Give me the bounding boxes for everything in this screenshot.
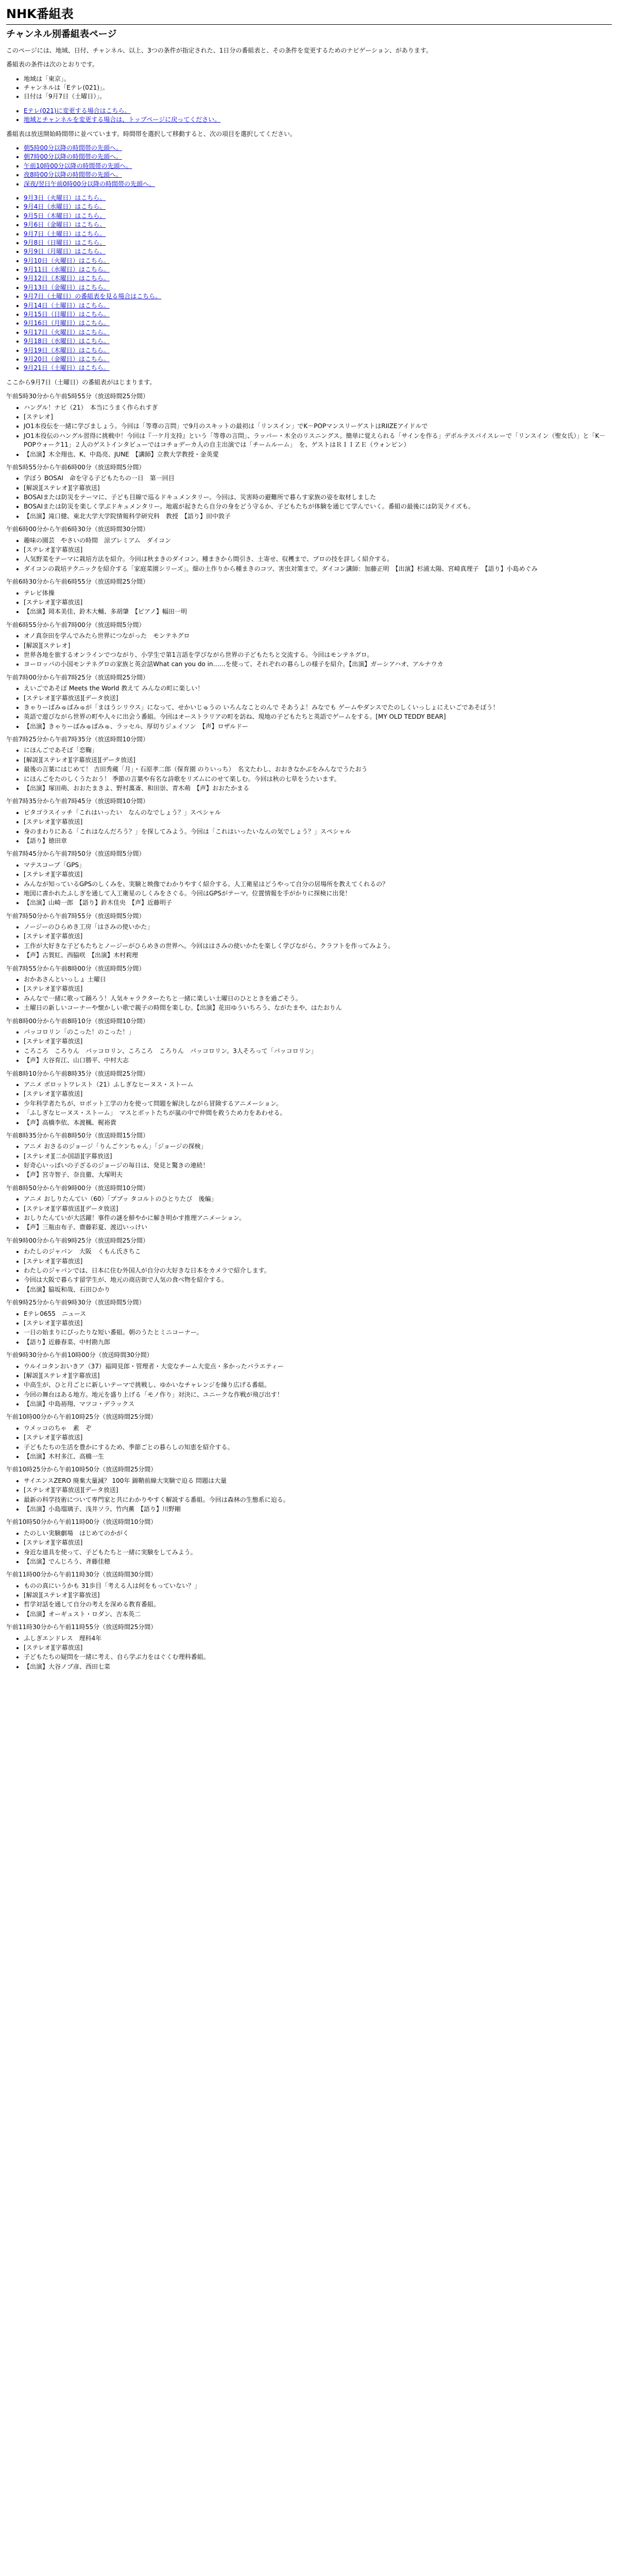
program-detail: • [ステレオ][字幕放送] (24, 546, 612, 554)
program-block (6, 1184, 612, 1232)
date-list-item (24, 319, 612, 328)
program-details (6, 536, 612, 574)
date-link[interactable]: 9月17日（火曜日）はこちら。 (24, 328, 110, 336)
program-title: • ふしぎエンドレス 理科4年 (24, 1634, 612, 1643)
program-detail: • [解説][ステレオ] (24, 641, 612, 650)
date-list-item (24, 221, 612, 229)
program-block (6, 912, 612, 960)
program-time: 午前9時00分から午前9時25分（放送時間25分間） (6, 1236, 149, 1244)
program-time: 午前7時35分から午前7時45分（放送時間10分間） (6, 798, 149, 805)
program-time: 午前8時00分から午前8時10分（放送時間10分間） (6, 1017, 149, 1025)
program-block (6, 1017, 612, 1065)
program-time: 午前8時10分から午前8時35分（放送時間25分間） (6, 1070, 149, 1077)
program-details (6, 923, 612, 960)
program-details (6, 1477, 612, 1514)
schedule-intro: ここから9月7日（土曜日）の番組表がはじまります。 (6, 378, 156, 386)
program-detail: • 【出演】中島裕翔、マツコ・デラックス (24, 1400, 612, 1409)
program-detail: • ヨーロッパの小国モンテネグロの家族と英会話What can you do in……を使って、それぞれの暮らしの様子を紹介。【出演】ガーシアハオ、アルナウカ (24, 660, 612, 669)
program-title: • わたしのジャパン 大阪 くもん氏さちこ (24, 1247, 612, 1256)
time-link-am10[interactable]: 午前10時00分以降の時間帯の先頭へ。 (24, 162, 132, 170)
program-detail: • 【出演】でんじろう、斉藤佳穂 (24, 1557, 612, 1566)
date-link[interactable]: 9月15日（日曜日）はこちら。 (24, 311, 110, 318)
change-links (6, 107, 612, 125)
program-title: • 趣味の園芸 やさいの時間 涼ブレミアム ダイコン (24, 536, 612, 545)
date-link[interactable]: 9月18日（水曜日）はこちら。 (24, 337, 110, 345)
program-detail: • BOSAIまたは防災を楽しく学ぶドキュメンタリー。地震が起きたら自分の身をどう守るか、子どもたちが体験を通じて学んでいく。番組の最後には防災クイズも。 (24, 502, 612, 511)
program-block (6, 1131, 612, 1180)
program-details (6, 1028, 612, 1065)
program-detail: • [ステレオ][字幕放送] (24, 932, 612, 941)
program-detail: • 【声】大谷育江、山口勝平、中村大志 (24, 1056, 612, 1065)
program-detail: • 身のまわりにある「これはなんだろう？」を探してみよう。今回は「これはいったいなんの気でしょう？」スペシャル (24, 827, 612, 836)
program-detail: • BOSAIまたは防災をテーマに、子ども目線で巡るドキュメンタリー。今回は、災害時の避難所で暮らす家族の姿を取材しました (24, 493, 612, 502)
program-detail: • 【出演】小島瑠璃子、浅井ソラ、竹内薫 【語り】川野剛 (24, 1505, 612, 1514)
program-details (6, 1195, 612, 1232)
program-detail: • みんなが知っているGPSのしくみを、実験と映像でわかりやすく紹介する。人工衛星はどうやって自分の居場所を教えてくれるの？ (24, 880, 612, 889)
page-title: NHK番組表 (6, 5, 612, 25)
program-detail: • 【出演】木全翔也、K、中島亮、JUNE 【講師】立教大学教授・金英愛 (24, 450, 612, 459)
date-list-item (24, 212, 612, 221)
program-detail: • [ステレオ][字幕放送] (24, 985, 612, 993)
program-time: 午前9時30分から午前10時00分（放送時間30分間） (6, 1351, 153, 1359)
program-time: 午前7時55分から午前8時00分（放送時間5分間） (6, 964, 145, 972)
program-time: 午前5時55分から午前6時00分（放送時間5分間） (6, 463, 145, 471)
program-detail: • 【語り】近藤春菜、中村勘九郎 (24, 1338, 612, 1347)
program-detail: • [ステレオ][字幕放送] (24, 1257, 612, 1266)
program-title: • サイエンスZERO 廃棄大量減？ 100年 錦鞘前線大実験で迫る 問題は大量 (24, 1477, 612, 1485)
date-link[interactable]: 9月5日（木曜日）はこちら。 (24, 212, 106, 219)
program-block (6, 392, 612, 459)
program-time: 午前10時00分から午前10時25分（放送時間25分間） (6, 1413, 157, 1421)
program-time: 午前6時30分から午前6時55分（放送時間25分間） (6, 578, 149, 586)
program-block (6, 1298, 612, 1347)
date-list-item (24, 194, 612, 202)
program-block (6, 735, 612, 793)
program-detail: • 今回の舞台はある地方。地元を盛り上げる「モノ作り」対決に、ユニークな作戦が飛び出す！ (24, 1391, 612, 1399)
program-detail: • 「ふしぎなヒーヌス・ストーム」 マスとボットたちが嵐の中で仲間を救うため力をあわせる。 (24, 1109, 612, 1117)
date-link[interactable]: 9月7日（土曜日）の番組表を見る場合はこちら。 (24, 293, 162, 300)
program-detail: • にほんごをたのしくうたおう！ 季節の言葉や有名な詩歌をリズムにのせて楽しむ。今回は秋の七草をうたいます。 (24, 775, 612, 784)
program-detail: • 【出演】大谷ノブ彦、西田七菜 (24, 1663, 612, 1671)
program-title: • オノ真奈田を学んでみたら世界につながった モンテネグロ (24, 632, 612, 640)
date-list-item (24, 283, 612, 292)
date-list-item (24, 239, 612, 247)
program-detail: • [ステレオ][字幕放送] (24, 1090, 612, 1098)
date-link[interactable]: 9月16日（月曜日）はこちら。 (24, 319, 110, 327)
program-detail: • わたしのジャパンでは、日本に住む外国人が自分の大好きな日本をカメラで紹介します。 (24, 1266, 612, 1275)
time-link-pm8[interactable]: 夜8時00分以降の時間帯の先頭へ。 (24, 171, 122, 179)
program-details (6, 403, 612, 459)
program-title: • ものの真にいうかも 31歩目「考える人は何をもっていない？」 (24, 1582, 612, 1590)
program-block (6, 1623, 612, 1671)
program-time: 午前7時50分から午前7時55分（放送時間5分間） (6, 912, 145, 920)
program-details (6, 1080, 612, 1127)
program-detail: • JO1本役伝を一緒に学びましょう。今回は「等尊の言問」で9月のスキットの最初は「リンスイン」でK－POPマンスリーゲストはRIIZEアイドルで (24, 422, 612, 431)
program-detail: • 今回は大阪で暮らす留学生が、地元の商店街で人気の食べ物を紹介する。 (24, 1276, 612, 1284)
condition-item: • 地域は「東京」。 (24, 75, 612, 83)
program-time: 午前5時30分から午前5時55分（放送時間25分間） (6, 393, 149, 400)
page-subtitle: チャンネル別番組表ページ (6, 28, 117, 40)
program-detail: • [解説][ステレオ][字幕放送] (24, 1371, 612, 1380)
program-detail: • [ステレオ][字幕放送][データ放送] (24, 694, 612, 703)
program-title: • おかあさんといっしょ 土曜日 (24, 975, 612, 984)
program-time: 午前7時25分から午前7時35分（放送時間10分間） (6, 736, 149, 743)
program-detail: • 世界各地を旅するオンラインでつながり、小学生で第1言語を学びながら世界の子どもたちと交流する。今回はモンテネグロ。 (24, 651, 612, 659)
date-link[interactable]: 9月12日（木曜日）はこちら。 (24, 275, 110, 282)
program-block (6, 850, 612, 907)
program-detail: • みんなで一緒に歌って踊ろう！人気キャラクターたちと一緒に楽しい土曜日のひとときを過ごそう。 (24, 994, 612, 1003)
condition-item: • 日付は「9月7日（土曜日）」。 (24, 92, 612, 101)
program-detail: • 子どもたちの生活を豊かにするため、季節ごとの暮らしの知恵を紹介する。 (24, 1443, 612, 1452)
program-detail: • 中高生が、ひと月ごとに新しいテーマで挑戦し、ゆかいなチャレンジを繰り広げる番組。 (24, 1381, 612, 1389)
program-details (6, 474, 612, 521)
program-details (6, 684, 612, 731)
program-detail: • 人気野菜をテーマに栽培方法を紹介。今回は秋まきのダイコン。種まきから間引き、土寄せ、収穫まで、プロの技を詳しく紹介する。 (24, 555, 612, 564)
program-block (6, 1070, 612, 1127)
date-list-item (24, 202, 612, 211)
program-detail: • 【出演】木村多江、高橋一生 (24, 1452, 612, 1461)
program-block (6, 1236, 612, 1294)
program-title: • パッコロリン「のこった！のこった！」 (24, 1028, 612, 1037)
program-block (6, 1465, 612, 1514)
program-detail: • 【出演】滝口健、東北大学大学院情報科学研究科 教授 【語り】田中敦子 (24, 512, 612, 521)
date-list-item (24, 310, 612, 319)
program-detail: • JO1本役伝のハングル習得に挑戦中！今回は『一ケ月支持』という「等尊の言問」、ラッパー・木全のリスニングス。簡単に覚えられる「サインを作る」デポルテスパイスレーで「リンスイン（聖女氏）」と「K－POPウォーク11」２人のゲストインタビューではコチョデーカ人の自主出演では「チームルーム」 を、ゲストはＲＩＩＺＥ（ウォンビン） (24, 432, 612, 450)
date-list-item (24, 364, 612, 372)
program-time: 午前10時25分から午前10時50分（放送時間25分間） (6, 1466, 157, 1473)
date-link[interactable]: 9月7日（土曜日）はこちら。 (24, 230, 106, 238)
program-title: • アニメ おしりたんてい（60）「ププッ タコルトのひとりたび 後編」 (24, 1195, 612, 1204)
program-block (6, 525, 612, 573)
program-detail: • [ステレオ][字幕放送] (24, 1037, 612, 1046)
program-time: 午前11時00分から午前11時30分（放送時間30分間） (6, 1571, 157, 1579)
date-link[interactable]: 9月4日（水曜日）はこちら。 (24, 203, 106, 211)
program-title: • テレビ体操 (24, 589, 612, 598)
program-title: • ウルイコタンおいきア（37）福岡見郎・管理者・大変なチーム大変点・多かったバラエティー (24, 1362, 612, 1371)
date-list-item (24, 257, 612, 265)
time-link-midnight[interactable]: 深夜/翌日午前0時00分以降の時間帯の先頭へ。 (24, 180, 155, 188)
program-time: 午前7時45分から午前7時50分（放送時間5分間） (6, 850, 145, 858)
program-block (6, 1351, 612, 1409)
time-link-morning7[interactable]: 朝7時00分以降の時間帯の先頭へ。 (24, 153, 122, 161)
program-detail: • 地図に書かれたふしぎを通して人工衛星のしくみをさぐる。今回はGPSがテーマ。位置情報を手がかりに探検に出発！ (24, 889, 612, 898)
date-link[interactable]: 9月14日（土曜日）はこちら。 (24, 301, 110, 309)
program-detail: • [ステレオ][字幕放送][データ放送] (24, 1486, 612, 1495)
program-detail: • 工作が大好きな子どもたちとノージーがひらめきの世界へ。今回ははさみの使いかたを楽しく学びながら、クラフトを作ってみよう。 (24, 942, 612, 951)
change-channel-link[interactable]: Eテレ(021)に変更する場合はこちら。 (24, 107, 131, 114)
program-details (6, 1247, 612, 1294)
program-time: 午前7時00分から午前7時25分（放送時間25分間） (6, 673, 149, 681)
program-title: • 学ぼう BOSAI 命を守る子どもたちの一日 第一回目 (24, 474, 612, 483)
program-detail: • [ステレオ] (24, 413, 612, 421)
program-time: 午前6時00分から午前6時30分（放送時間30分間） (6, 526, 149, 533)
program-detail: • 【声】高橋李依、本渡楓、梶裕貴 (24, 1118, 612, 1127)
date-link[interactable]: 9月9日（月曜日）はこちら。 (24, 248, 106, 256)
program-detail: • 【声】三瓶由布子、齋藤彩夏、渡辺いっけい (24, 1223, 612, 1232)
program-time: 午前10時50分から午前11時00分（放送時間10分間） (6, 1518, 157, 1526)
program-title: • ウメッコのちゃ 素 ぞ (24, 1424, 612, 1433)
program-block (6, 578, 612, 617)
program-detail: • きゃりーぱみゅぱみゅが「まほうシリウス」になって、せかいじゅうの いろんなことのんで そあうよ！みなでも ゲームやダンスでたのしくいっしょにえいごであそぼう！ (24, 703, 612, 712)
program-detail: • 【出演】オーギュスト・ロダン、吉本英二 (24, 1610, 612, 1619)
conditions-label: 番組表の条件は次のとおりです。 (6, 61, 99, 69)
program-detail: • [ステレオ][字幕放送] (24, 1433, 612, 1442)
program-detail: • 哲学対話を通して自分の考えを深める教育番組。 (24, 1600, 612, 1609)
program-detail: • [ステレオ][字幕放送] (24, 818, 612, 826)
date-list-item (24, 301, 612, 310)
program-title: • Eテレ0655 ニュース (24, 1310, 612, 1318)
program-detail: • [解説][ステレオ][字幕放送][データ放送] (24, 756, 612, 765)
date-link[interactable]: 9月8日（日曜日）はこちら。 (24, 239, 106, 246)
program-detail: • 一日の始まりにぴったりな短い番組。朝のうたとミニコーナー。 (24, 1328, 612, 1337)
program-detail: • 身近な道具を使って、子どもたちと一緒に実験をしてみよう。 (24, 1548, 612, 1557)
intro-text: このページには、地域、日付、チャンネル、以上、3つの条件が指定された、1日分の番組表と、その条件を変更するためのナビゲーション、があります。 (6, 46, 432, 54)
program-detail: • 【出演】岡本美佳、鈴木大輔、多胡肇 【ピアノ】幅田一明 (24, 607, 612, 616)
program-details (6, 1634, 612, 1672)
date-list-item (24, 247, 612, 256)
program-title: • たのしい実験劇場 はじめてのかがく (24, 1529, 612, 1538)
date-link[interactable]: 9月6日（金曜日）はこちら。 (24, 221, 106, 229)
program-details (6, 1529, 612, 1567)
program-detail: • ダイコンの栽培テクニックを紹介する「家庭菜園シリーズ」。畑の土作りから種まきのコツ、害虫対策まで。ダイコン講師：加藤正明 【出演】杉浦太陽、宮崎真理子 【語り】小島めぐみ (24, 565, 612, 573)
program-details (6, 861, 612, 908)
program-detail: • 【声】古賀紅、西脇咲 【出演】木村莉理 (24, 951, 612, 960)
program-title: • にほんごであそぼ「恋鞠」 (24, 746, 612, 755)
program-details (6, 632, 612, 669)
time-link-morning5[interactable]: 朝5時00分以降の時間帯の先頭へ。 (24, 144, 122, 152)
program-details (6, 808, 612, 846)
program-detail: • 英語で遊びながら世界の町や人々に出会う番組。今回はオーストラリアの町を訪ね、現地の子どもたちと英語でゲームをする。[MY OLD TEDDY BEAR] (24, 713, 612, 721)
program-title: • ピタゴラスイッチ「これはいったい なんのなでしょう？」スペシャル (24, 808, 612, 817)
program-detail: • 【出演】脇坂和哉、石田ひかり (24, 1285, 612, 1294)
date-link[interactable]: 9月19日（木曜日）はこちら。 (24, 346, 110, 354)
program-title: • アニメ ボロットワレスト（21）ふしぎなヒーヌス・ストーム (24, 1080, 612, 1089)
program-title: • マテスコープ「GPS」 (24, 861, 612, 870)
date-list-item (24, 346, 612, 355)
date-list-item (24, 337, 612, 346)
program-title: • アニメ おさるのジョージ「りんごケンちゃん」「ジョージの探検」 (24, 1142, 612, 1151)
program-detail: • 【語り】徳田章 (24, 837, 612, 845)
program-detail: • [ステレオ][二か国語][字幕放送] (24, 1152, 612, 1161)
program-detail: • ころころ ころりん パッコロリン、ころころ ころりん パッコロリン。3人そろって「パッコロリン」 (24, 1047, 612, 1056)
program-block (6, 1413, 612, 1461)
program-detail: • 【声】宮寺智子、奈良徹、大塚明夫 (24, 1171, 612, 1179)
program-title: • ハングル！ナビ（21） 本当にうまく作られすぎ (24, 403, 612, 412)
date-link[interactable]: 9月20日（金曜日）はこちら。 (24, 355, 110, 363)
program-block (6, 621, 612, 669)
time-nav-label: 番組表は放送開始時間帯に並べています。時間帯を選択して移動すると、次の項目を選択してください。 (6, 130, 297, 138)
program-detail: • おしりたんていが大活躍！事件の謎を鮮やかに解き明かす推理アニメーション。 (24, 1214, 612, 1223)
program-block (6, 964, 612, 1013)
program-title: • えいごであそぼ Meets the World 教えて みんなの町に楽しい！ (24, 684, 612, 693)
date-link[interactable]: 9月3日（火曜日）はこちら。 (24, 194, 106, 201)
date-link[interactable]: 9月10日（火曜日）はこちら。 (24, 257, 110, 264)
date-list-item (24, 274, 612, 283)
date-list-item (24, 328, 612, 337)
program-detail: • [ステレオ][字幕放送] (24, 1319, 612, 1328)
program-detail: • 【出演】塚田萌、おおたまきよ、野村萬斎、和田崇、青木萌 【声】おおたかまる (24, 784, 612, 793)
program-details (6, 1142, 612, 1180)
date-list-item (24, 355, 612, 364)
date-link[interactable]: 9月21日（土曜日）はこちら。 (24, 364, 110, 372)
program-title: • ノージーのひらめき工房「はさみの使いかた」 (24, 923, 612, 931)
program-block (6, 1570, 612, 1619)
program-block (6, 673, 612, 731)
program-detail: • 少年科学者たちが、ロボット工学の力を使って問題を解決しながら冒険するアニメーション。 (24, 1099, 612, 1108)
top-page-link[interactable]: 地域とチャンネルを変更する場合は、トップページに戻ってください。 (24, 116, 221, 124)
program-time: 午前8時35分から午前8時50分（放送時間15分間） (6, 1131, 149, 1139)
program-block (6, 797, 612, 845)
program-details (6, 1424, 612, 1462)
program-details (6, 975, 612, 1013)
program-details (6, 1362, 612, 1409)
date-link[interactable]: 9月13日（金曜日）はこちら。 (24, 283, 110, 291)
condition-item: • チャンネルは「Eテレ(021)」。 (24, 83, 612, 92)
program-detail: • [解説][ステレオ][字幕放送] (24, 1591, 612, 1600)
program-detail: • [ステレオ][字幕放送] (24, 1538, 612, 1547)
date-link[interactable]: 9月11日（水曜日）はこちら。 (24, 266, 110, 274)
program-detail: • [ステレオ][字幕放送] (24, 598, 612, 607)
program-detail: • 【出演】きゃりーぱみゅぱみゅ、ラッセル、厚切りジェイソン 【声】ロザルドー (24, 722, 612, 731)
date-list-item (24, 230, 612, 239)
program-list (6, 392, 612, 1671)
program-details (6, 589, 612, 617)
date-nav-list (6, 194, 612, 373)
program-time: 午前9時25分から午前9時30分（放送時間5分間） (6, 1299, 145, 1307)
program-details (6, 746, 612, 793)
date-list-item (24, 292, 612, 301)
program-detail: • 最新の科学技術について専門家と共にわかりやすく解説する番組。今回は森林の生態系に迫る。 (24, 1496, 612, 1504)
program-detail: • 最後の言葉にはじめて！ 吉田秀蔵「月」・石原孝二郎（保育園 のりいっち） 名文たわし、おおきなかぶをみんなでうたおう (24, 765, 612, 774)
program-detail: • 子どもたちの疑問を一緒に考え、自ら学ぶ力をはぐくむ理科番組。 (24, 1653, 612, 1662)
program-detail: • [ステレオ][字幕放送][データ放送] (24, 1205, 612, 1213)
program-detail: • 【出演】山崎一郎 【語り】鈴木佳央 【声】近藤明子 (24, 899, 612, 907)
program-block (6, 463, 612, 521)
program-time: 午前6時55分から午前7時00分（放送時間5分間） (6, 621, 145, 629)
program-block (6, 1518, 612, 1566)
program-detail: • 土曜日の新しいコーナーや懐かしい歌で親子の時間を楽しむ。【出演】花田ゆういちろう、ながたまや、はたおりん (24, 1004, 612, 1012)
program-detail: • [ステレオ][字幕放送] (24, 1643, 612, 1652)
program-detail: • [ステレオ][字幕放送] (24, 870, 612, 879)
program-details (6, 1310, 612, 1347)
time-nav-list (6, 144, 612, 189)
program-time: 午前8時50分から午前9時00分（放送時間10分間） (6, 1184, 149, 1192)
conditions-list (6, 75, 612, 101)
date-list-item (24, 265, 612, 274)
program-time: 午前11時30分から午前11時55分（放送時間25分間） (6, 1623, 157, 1631)
program-detail: • [解説][ステレオ][字幕放送] (24, 484, 612, 493)
program-detail: • 好奇心いっぱいの子ざるのジョージの毎日は、発見と驚きの連続！ (24, 1161, 612, 1170)
program-details (6, 1582, 612, 1619)
